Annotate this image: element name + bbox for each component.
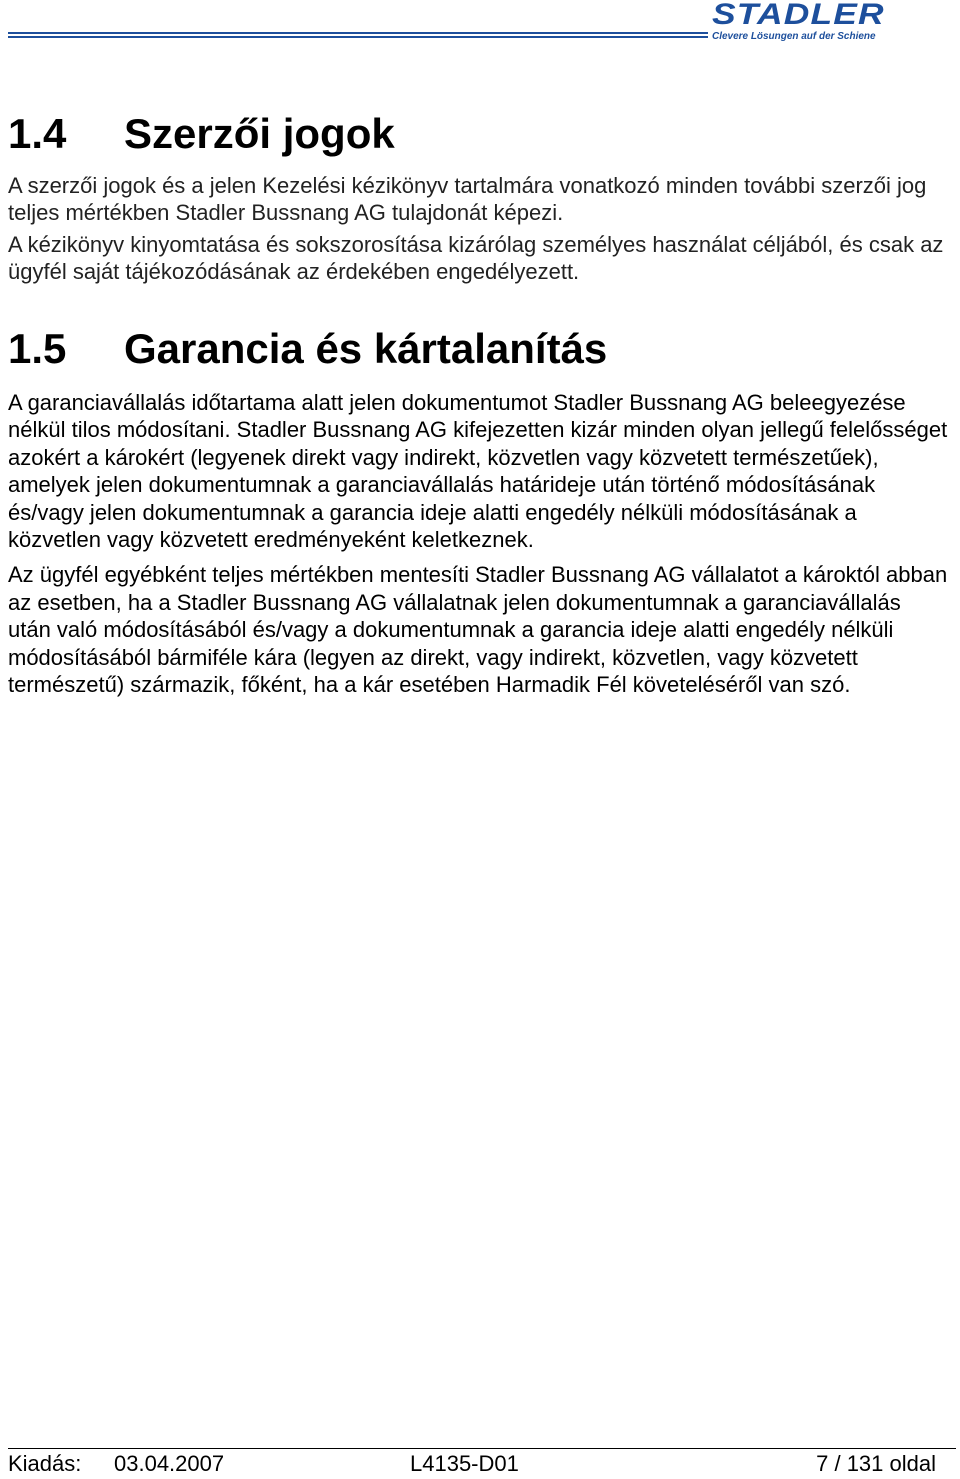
section-title: Garancia és kártalanítás: [124, 325, 608, 372]
header-rule: [8, 32, 708, 40]
section-copyright: [8, 110, 948, 286]
section-heading: [8, 325, 948, 373]
section-number: 1.5: [8, 325, 67, 372]
footer-page-number: 7 / 131 oldal: [816, 1451, 936, 1476]
footer-document-id: L4135-D01: [410, 1451, 519, 1476]
paragraph: A garanciavállalás időtartama alatt jelen dokumentumot Stadler Bussnang AG beleegyezése nélkül tilos módosítani. Stadler Bussnang AG kifejezetten kizár minden olyan jellegű felelősséget azokért a károkért (legyenek direkt vagy indirekt, közvetlen vagy közvetett természetűek), amelyek jelen dokumentumnak a garanciavállalás határideje után történő módosításának és/vagy jelen dokumentumnak a garancia ideje alatti engedély nélküli módosításának a közvetlen vagy közvetett eredményeként keletkeznek.: [8, 390, 948, 553]
footer-edition-label: Kiadás:: [8, 1451, 82, 1476]
footer-edition-date: 03.04.2007: [114, 1451, 225, 1476]
section-heading: [8, 110, 948, 158]
logo-wordmark: STADLER: [712, 0, 885, 31]
logo-tagline: Clevere Lösungen auf der Schiene: [712, 30, 876, 42]
page-footer: [8, 1448, 956, 1479]
stadler-logo: [712, 2, 944, 42]
paragraph: A szerzői jogok és a jelen Kezelési kézikönyv tartalmára vonatkozó minden további szerzői jog teljes mértékben Stadler Bussnang AG tulajdonát képezi.: [8, 173, 927, 226]
paragraph: Az ügyfél egyébként teljes mértékben mentesíti Stadler Bussnang AG vállalatot a károktól abban az esetben, ha a Stadler Bussnang AG vállalatnak jelen dokumentumnak a garanciavállalás után való módosításából és/vagy a dokumentumnak a garancia ideje alatti engedély nélküli módosításából bármiféle kára (legyen az direkt, vagy indirekt, közvetlen, vagy közvetett természetű) származik, főként, ha a kár esetében Harmadik Fél követeléséről van szó.: [8, 562, 948, 698]
section-title: Szerzői jogok: [124, 110, 395, 157]
section-warranty: [8, 325, 948, 698]
section-number: 1.4: [8, 110, 67, 157]
paragraph: A kézikönyv kinyomtatása és sokszorosítása kizárólag személyes használat céljából, és csak az ügyfél saját tájékozódásának az érdekében engedélyezett.: [8, 231, 944, 285]
